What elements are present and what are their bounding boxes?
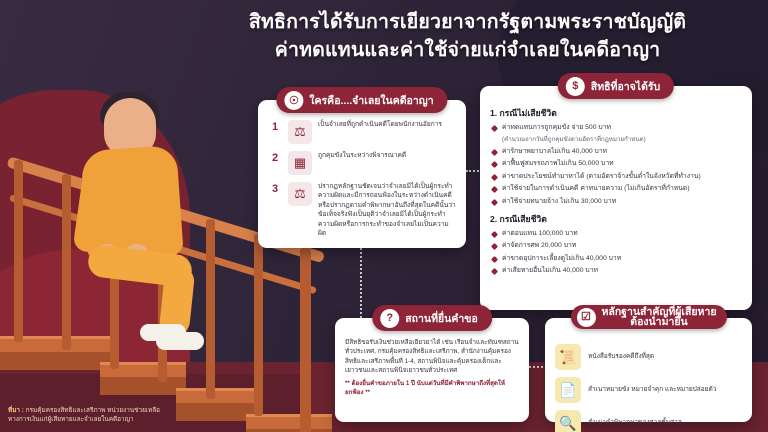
card-docs-body [545,318,752,431]
item-text: เป็นจำเลยที่ถูกดำเนินคดีโดยพนักงานอัยการ [318,121,442,128]
court-stamp-icon: 🔍 [555,410,581,432]
location-pin-icon: ? [380,309,399,328]
list-item: ค่าทดแทนการถูกคุมขัง จ่าย 500 บาท [490,123,742,133]
person-search-icon: ☉ [284,91,303,110]
list-item [268,120,456,144]
list-item [555,377,742,403]
document-check-icon: ☑ [576,308,595,327]
page-title-line-1: สิทธิการได้รับการเยียวยาจากรัฐตามพระราชบัญญัติ [248,11,687,33]
section-title: 2. กรณีเสียชีวิต [490,213,547,224]
where-note: ** ต้องยื่นคำขอภายใน 1 ปี นับแต่วันที่มีคำพิพากษาถึงที่สุดให้ยกฟ้อง ** [345,380,505,397]
list-item [555,344,742,370]
railing-post [62,174,71,350]
list-item: ค่าใช้จ่ายในการดำเนินคดี ค่าทนายความ (ไม่เกินอัตราที่กำหนด) [490,184,742,194]
id-card-icon: 📄 [555,377,581,403]
list-item: ค่าจัดการศพ 20,000 บาท [490,241,742,251]
card-required-documents [545,306,752,431]
list-item: ค่ารักษาพยาบาลไม่เกิน 40,000 บาท [490,147,742,157]
card-docs-header-label-1: หลักฐานสำคัญที่ผู้เสียหาย [601,306,717,318]
source-label: ที่มา : [8,407,24,414]
list-item: ค่าใช้จ่ายทนายจ้าง ไม่เกิน 30,000 บาท [490,197,742,207]
item-number: 3 [271,183,279,195]
list-item [555,410,742,432]
card-possible-rights [480,80,752,310]
card-who-header-label: ใครคือ....จำเลยในคดีอาญา [309,94,434,107]
page-title-line-2: ค่าทดแทนและค่าใช้จ่ายแก่จำเลยในคดีอาญา [274,39,661,61]
stair-riser [0,352,110,370]
item-text: หนังสือรับรองคดีถึงที่สุด [588,353,655,361]
item-number: 1 [271,121,279,133]
source-line-1: กรมคุ้มครองสิทธิและเสรีภาพ หน่วยงานช่วยเหลือ [25,407,160,414]
list-item: ค่าฟื้นฟูสมรรถภาพไม่เกิน 50,000 บาท [490,159,742,169]
item-text: สำเนาหมายขัง หมายจำคุก และหมายปล่อยตัว [588,386,717,394]
jail-icon: ▦ [288,151,312,175]
item-text: ถูกคุมขังในระหว่างพิจารณาคดี [318,152,407,159]
money-bag-icon: $ [566,77,585,96]
card-who-is-defendant [258,94,466,248]
card-docs-header-label-2: ต้องนำมายื่น [630,316,688,328]
card-who-body [258,100,466,248]
card-who-header [276,87,447,113]
list-item [268,182,456,238]
card-where-header-label: สถานที่ยื่นคำขอ [405,312,478,325]
scales-icon: ⚖ [288,182,312,206]
item-number: 2 [271,152,279,164]
page-title [175,8,760,64]
card-rights-header-label: สิทธิที่อาจได้รับ [590,80,661,93]
railing-newel-post [300,248,311,432]
stair-riser [176,403,256,421]
card-rights-header [558,73,674,99]
where-text: มีสิทธิขอรับเงินช่วยเหลือเยียวยาได้ เช่น เรือนจำและทัณฑสถานทั่วประเทศ, กรมคุ้มครองสิทธิและเสรีภาพ, สำนักงานคุ้มครองสิทธิและเสรีภาพพื้นที่ 1-4, สถานพินิจและคุ้มครองเด็กและเยาวชนและสถานพินิจเยาวชนทั่วประเทศ [345,339,519,374]
card-docs-header [570,305,726,329]
list-item: ค่าขาดอุปการะเลี้ยงดูไม่เกิน 40,000 บาท [490,254,742,264]
section-title: 1. กรณีไม่เสียชีวิต [490,108,557,118]
source-line-2: ทางการเงินแก่ผู้เสียหายและจำเลยในคดีอาญา [8,416,134,423]
list-item-note: (คำนวณจากวันที่ถูกคุมขังตามอัตราที่กฎหมายกำหนด) [502,135,646,143]
certificate-icon: 📜 [555,344,581,370]
list-item: ค่าขาดประโยชน์ทำมาหาได้ (ตามอัตราจ้างขั้นต่ำในจังหวัดที่ทำงาน) [490,172,742,182]
stair-riser [100,377,186,395]
card-rights-body [480,86,752,310]
seated-person-illustration [78,98,238,348]
card-where-header [372,305,492,331]
shoe [140,324,186,341]
list-item: ค่าตอบแทน 100,000 บาท [490,229,742,239]
list-item [268,151,456,175]
connector-who-to-where [360,248,362,318]
list-item: ค่าเสียหายอื่นไม่เกิน 40,000 บาท [490,266,742,276]
card-where-to-file [335,312,529,422]
card-where-body [335,318,529,422]
source-footer [8,406,160,424]
railing-post [254,234,263,416]
item-text: ปรากฏหลักฐานชัดเจนว่าจำเลยมิได้เป็นผู้กระทำความผิดและมีการถอนฟ้องในระหว่างดำเนินคดี หรือปรากฏตามคำพิพากษาอันถึงที่สุดในคดีนั้นว่าข้อเท็จจริงฟังเป็นยุติว่าจำเลยมิได้เป็นผู้กระทำความผิดหรือการกระทำของจำเลยไม่เป็นความผิด [318,183,456,238]
railing-post [14,160,23,342]
gavel-icon: ⚖ [288,120,312,144]
item-text: สำเนาคำพิพากษาของศาลชั้นศาล [588,419,682,427]
